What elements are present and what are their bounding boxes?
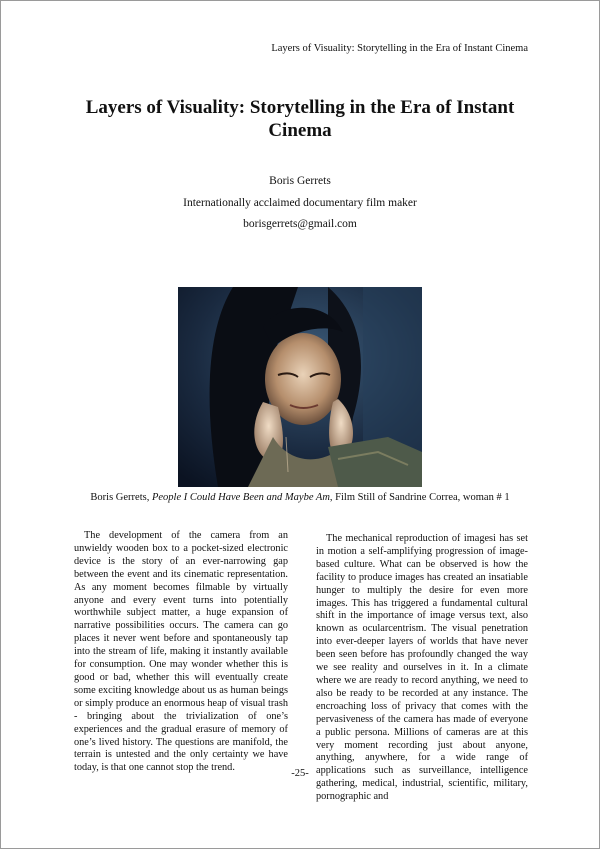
body-column-left	[74, 530, 288, 775]
body-column-right	[316, 533, 528, 804]
caption-film-title: People I Could Have Been and Maybe Am	[151, 492, 330, 503]
author-block	[0, 171, 600, 236]
body-paragraph: The mechanical reproduction of imagesi has set in motion a self-amplifying progression of image-based culture. What can be observed is how the facility to produce images has created an insatiable hunger to multiply the desire for even more images. This has triggered a fundamental cultural shift in the importance of image versus text, also known as ocularcentrism. The visual penetration into ever-deeper layers of worlds that have never been seen before has profoundly changed the way we see reality and ourselves in it. In a climate where we are ready to record anything, we need to also be ready to be recorded at any instance. The encroaching loss of privacy that comes with the pervasiveness of the camera has made of everyone a public persona. Millions of cameras are at this very moment recording just about anyone, anything, anywhere, for a wide range of applications such as surveillance, intelligence gathering, medical, industrial, scientific, military, pornographic and	[316, 533, 528, 803]
caption-prefix: Boris Gerrets,	[90, 492, 152, 503]
author-affiliation: Internationally acclaimed documentary film maker	[183, 196, 417, 209]
caption-suffix: , Film Still of Sandrine Correa, woman # 1	[329, 492, 510, 503]
film-still-photo	[178, 287, 422, 487]
film-still-image	[178, 287, 422, 487]
running-header: Layers of Visuality: Storytelling in the Era of Instant Cinema	[271, 43, 528, 54]
author-email: borisgerrets@gmail.com	[243, 218, 357, 230]
author-name: Boris Gerrets	[269, 175, 331, 187]
paper-title: Layers of Visuality: Storytelling in the Era of Instant Cinema	[85, 97, 515, 141]
page-number: -25-	[291, 768, 309, 779]
body-paragraph: The development of the camera from an unwieldy wooden box to a pocket-sized electronic device is the story of an ever-narrowing gap between the event and its cinematic representation. As any moment becomes filmable by virtually anyone and every event turns into potentially worthwhile subject matter, a huge expansion of narrative possibilities occurs. The camera can go places it never went before and spontaneously tap into the stream of life, making it instantly available for consumption. One may wonder whether this is good or bad, whether this will eventually create some exciting knowledge about us as human beings or simply produce an enormous heap of visual trash - bringing about the trivialization of one’s experiences and the gradual erasure of memory of one’s lived history. The questions are manifold, the terrain is untested and the only certainty we have today, is that one cannot stop the trend.	[74, 530, 288, 774]
figure-caption	[0, 492, 600, 503]
